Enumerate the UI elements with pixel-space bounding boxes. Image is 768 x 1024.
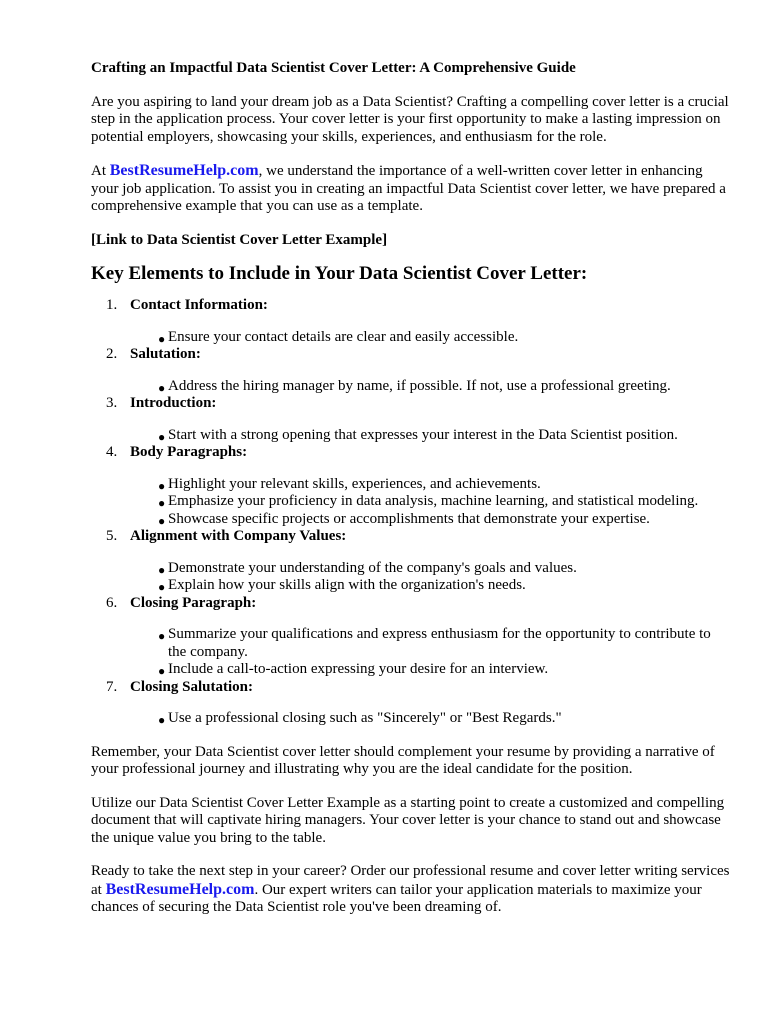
bullet-icon: ● (158, 580, 166, 594)
bullet-list (158, 626, 731, 679)
bullet-text: Start with a strong opening that expresses your interest in the Data Scientist position. (168, 426, 678, 443)
bullet-icon: ● (158, 496, 166, 510)
final-brand-link[interactable]: BestResumeHelp.com (105, 880, 255, 898)
bullet-icon: ● (158, 429, 166, 444)
list-item-number: 6. (106, 594, 118, 611)
list-item-title: Alignment with Company Values: (130, 528, 347, 544)
bullet-item (158, 378, 731, 396)
list-item-number: 4. (106, 444, 118, 460)
list-item-number: 5. (106, 528, 118, 544)
bullet-item (158, 511, 731, 529)
bullet-text: Ensure your contact details are clear and easily accessible. (168, 328, 519, 345)
bullet-item (158, 493, 731, 511)
bullet-text: Use a professional closing such as "Sincerely" or "Best Regards." (168, 710, 562, 726)
bullet-icon: ● (158, 629, 166, 643)
bullet-text: Include a call-to-action expressing your desire for an interview. (168, 661, 549, 677)
bullet-text: Demonstrate your understanding of the company's goals and values. (168, 559, 577, 576)
list-item (91, 528, 731, 595)
document-page (91, 60, 731, 917)
brand-link[interactable]: BestResumeHelp.com (109, 162, 259, 179)
bullet-item (158, 560, 731, 578)
bullet-list (158, 476, 731, 529)
bullet-list (158, 378, 731, 396)
list-item-title: Body Paragraphs: (130, 444, 248, 460)
document-title: Crafting an Impactful Data Scientist Cover Letter: A Comprehensive Guide (91, 60, 576, 76)
bullet-icon: ● (158, 664, 166, 678)
bullet-text: Address the hiring manager by name, if possible. If not, use a professional greeting. (168, 377, 671, 394)
brand-prefix: At (91, 163, 110, 179)
final-paragraph (91, 863, 731, 917)
bullet-list (158, 710, 731, 728)
brand-suffix: , we understand the importance of a well-written cover letter in enhancing your job application. To assist you in creating an impactful Data Scientist cover letter, we have prepared a comprehensive example that you can use as a template. (91, 163, 726, 214)
bullet-list (158, 329, 731, 347)
key-elements-heading: Key Elements to Include in Your Data Scientist Cover Letter: (91, 263, 588, 284)
final-prefix: Ready to take the next step in your career? Order our professional resume and cover letter writing services at (91, 863, 730, 898)
bullet-text: Summarize your qualifications and express enthusiasm for the opportunity to contribute to the company. (168, 626, 711, 660)
bullet-icon: ● (158, 331, 166, 346)
bullet-item (158, 710, 731, 728)
bullet-icon: ● (158, 478, 166, 493)
intro-paragraph: Are you aspiring to land your dream job as a Data Scientist? Crafting a compelling cover letter is a crucial step in the application process. Your cover letter is your first opportunity to make a lasting impression on potential employers, showcasing your skills, experiences, and enthusiasm for the role. (91, 93, 729, 145)
list-item (91, 679, 731, 728)
key-elements-list (91, 297, 731, 728)
remember-paragraph: Remember, your Data Scientist cover letter should complement your resume by providing a narrative of your professional journey and illustrating why you are the ideal candidate for the position. (91, 743, 715, 777)
bullet-text: Highlight your relevant skills, experiences, and achievements. (168, 475, 541, 492)
bullet-icon: ● (158, 713, 166, 727)
list-item-title: Introduction: (130, 395, 217, 411)
example-link[interactable]: [Link to Data Scientist Cover Letter Example] (91, 231, 388, 248)
bullet-icon: ● (158, 562, 166, 577)
list-item (91, 444, 731, 528)
list-item-title: Contact Information: (130, 297, 268, 313)
list-item (91, 346, 731, 395)
list-item-title: Salutation: (130, 346, 201, 362)
list-item (91, 395, 731, 444)
list-item-number: 7. (106, 678, 118, 695)
bullet-list (158, 560, 731, 595)
utilize-paragraph: Utilize our Data Scientist Cover Letter Example as a starting point to create a customized and compelling document that will captivate hiring managers. Your cover letter is your chance to stand out and showcase the unique value you bring to the table. (91, 794, 725, 846)
final-suffix: . Our expert writers can tailor your application materials to maximize your chances of securing the Data Scientist role you've been dreaming of. (91, 881, 702, 915)
bullet-icon: ● (158, 380, 166, 395)
list-item-number: 2. (106, 346, 118, 362)
list-item-title: Closing Paragraph: (130, 594, 257, 611)
bullet-item (158, 626, 731, 661)
bullet-text: Emphasize your proficiency in data analysis, machine learning, and statistical modeling. (168, 493, 699, 509)
bullet-item (158, 329, 731, 347)
bullet-item (158, 577, 731, 595)
list-item (91, 595, 731, 679)
bullet-item (158, 476, 731, 494)
list-item-title: Closing Salutation: (130, 678, 253, 695)
bullet-item (158, 661, 731, 679)
list-item (91, 297, 731, 346)
list-item-number: 3. (106, 395, 118, 411)
bullet-text: Explain how your skills align with the organization's needs. (168, 577, 526, 593)
bullet-item (158, 427, 731, 445)
bullet-icon: ● (158, 513, 166, 528)
bullet-text: Showcase specific projects or accomplishments that demonstrate your expertise. (168, 510, 650, 527)
bullet-list (158, 427, 731, 445)
brand-paragraph (91, 162, 731, 216)
list-item-number: 1. (106, 297, 118, 313)
